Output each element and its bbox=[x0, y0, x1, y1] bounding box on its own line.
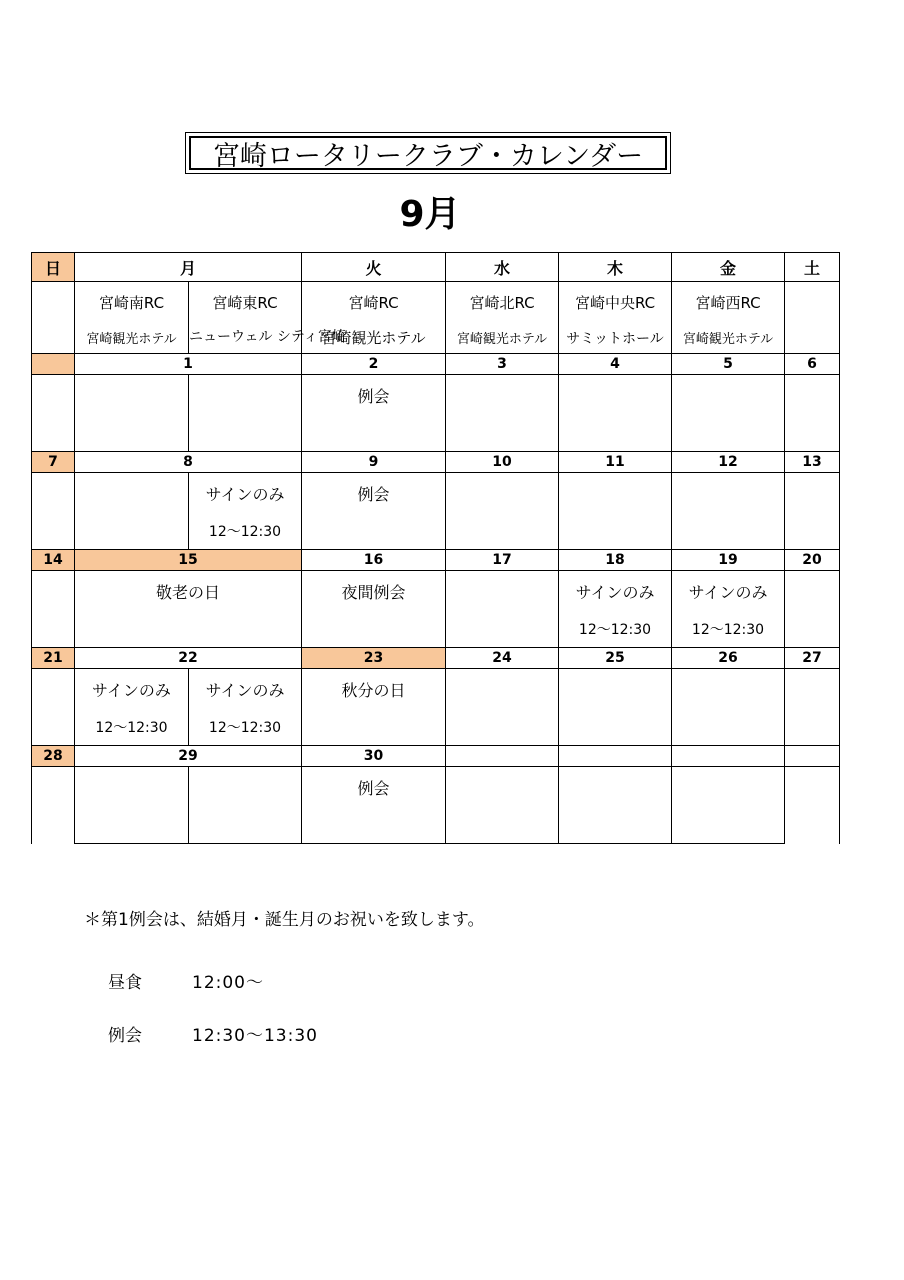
club-name: 宮崎北RC bbox=[446, 282, 559, 323]
calendar-table bbox=[31, 252, 840, 844]
event-time-cell bbox=[75, 807, 189, 844]
date-row bbox=[32, 648, 840, 669]
date-cell: 22 bbox=[75, 648, 302, 669]
event-cell bbox=[559, 669, 672, 710]
club-name-row bbox=[32, 282, 840, 323]
date-cell bbox=[785, 746, 840, 767]
event-time-cell bbox=[559, 709, 672, 746]
weekday-sat: 土 bbox=[785, 253, 840, 282]
event-cell: サインのみ bbox=[75, 669, 189, 710]
date-cell: 19 bbox=[672, 550, 785, 571]
club-venue: ニューウェル シティ宮崎 bbox=[189, 322, 302, 354]
club-venue-row bbox=[32, 322, 840, 354]
event-cell bbox=[32, 473, 75, 550]
event-time-cell bbox=[446, 709, 559, 746]
club-name: 宮崎RC bbox=[302, 282, 446, 323]
event-time-cell bbox=[75, 611, 302, 648]
event-cell: 敬老の日 bbox=[75, 571, 302, 612]
event-cell bbox=[32, 767, 75, 844]
event-cell: 夜間例会 bbox=[302, 571, 446, 612]
event-cell bbox=[785, 669, 840, 746]
event-time-row bbox=[32, 807, 840, 844]
event-time-cell bbox=[446, 807, 559, 844]
club-name: 宮崎西RC bbox=[672, 282, 785, 323]
lunch-label: 昼食 bbox=[108, 973, 142, 993]
event-time-row bbox=[32, 513, 840, 550]
club-venue: サミットホール bbox=[559, 322, 672, 354]
weekday-mon: 月 bbox=[75, 253, 302, 282]
date-cell: 26 bbox=[672, 648, 785, 669]
event-time-cell bbox=[189, 807, 302, 844]
event-time-cell bbox=[302, 513, 446, 550]
date-cell: 11 bbox=[559, 452, 672, 473]
event-cell bbox=[32, 669, 75, 746]
event-time-row bbox=[32, 611, 840, 648]
event-time-cell bbox=[302, 611, 446, 648]
event-time-cell bbox=[446, 415, 559, 452]
meeting-label: 例会 bbox=[108, 1026, 142, 1046]
date-cell: 29 bbox=[75, 746, 302, 767]
month-heading: 9月 bbox=[399, 194, 461, 235]
date-cell: 16 bbox=[302, 550, 446, 571]
weekday-sun: 日 bbox=[32, 253, 75, 282]
event-cell bbox=[446, 473, 559, 514]
event-time-cell bbox=[189, 415, 302, 452]
event-time-cell bbox=[302, 807, 446, 844]
date-cell: 10 bbox=[446, 452, 559, 473]
event-cell bbox=[446, 571, 559, 612]
date-cell bbox=[446, 746, 559, 767]
date-cell: 21 bbox=[32, 648, 75, 669]
event-time-cell bbox=[559, 415, 672, 452]
calendar-title: 宮崎ロータリークラブ・カレンダー bbox=[189, 136, 667, 170]
event-cell bbox=[446, 669, 559, 710]
event-time-row bbox=[32, 415, 840, 452]
date-cell: 13 bbox=[785, 452, 840, 473]
event-cell bbox=[672, 375, 785, 416]
date-cell: 18 bbox=[559, 550, 672, 571]
event-cell: 例会 bbox=[302, 767, 446, 808]
event-time-cell: 12～12:30 bbox=[189, 709, 302, 746]
event-time-cell bbox=[75, 513, 189, 550]
event-cell bbox=[446, 767, 559, 808]
date-cell bbox=[559, 746, 672, 767]
date-cell: 1 bbox=[75, 354, 302, 375]
event-cell bbox=[189, 767, 302, 808]
event-cell: サインのみ bbox=[189, 473, 302, 514]
event-time-cell bbox=[559, 807, 672, 844]
event-cell: 秋分の日 bbox=[302, 669, 446, 710]
event-time-cell: 12～12:30 bbox=[672, 611, 785, 648]
event-time-row bbox=[32, 709, 840, 746]
weekday-thu: 木 bbox=[559, 253, 672, 282]
date-cell: 23 bbox=[302, 648, 446, 669]
event-row bbox=[32, 473, 840, 514]
event-cell bbox=[559, 473, 672, 514]
date-cell: 8 bbox=[75, 452, 302, 473]
date-cell: 5 bbox=[672, 354, 785, 375]
date-row bbox=[32, 354, 840, 375]
club-name: 宮崎東RC bbox=[189, 282, 302, 323]
club-name: 宮崎南RC bbox=[75, 282, 189, 323]
event-time-cell bbox=[672, 415, 785, 452]
event-row bbox=[32, 767, 840, 808]
club-name: 宮崎中央RC bbox=[559, 282, 672, 323]
event-cell bbox=[785, 375, 840, 452]
event-cell bbox=[75, 375, 189, 416]
club-venue: 宮崎観光ホテル bbox=[302, 322, 446, 354]
event-cell: サインのみ bbox=[672, 571, 785, 612]
club-empty-sat bbox=[785, 282, 840, 354]
club-venue: 宮崎観光ホテル bbox=[672, 322, 785, 354]
date-cell: 24 bbox=[446, 648, 559, 669]
event-time-cell bbox=[446, 513, 559, 550]
event-row bbox=[32, 375, 840, 416]
weekday-wed: 水 bbox=[446, 253, 559, 282]
lunch-time: 12:00～ bbox=[192, 973, 264, 993]
weekday-header-row bbox=[32, 253, 840, 282]
event-cell bbox=[785, 767, 840, 844]
date-cell bbox=[672, 746, 785, 767]
event-row bbox=[32, 669, 840, 710]
event-cell bbox=[672, 767, 785, 808]
date-cell: 17 bbox=[446, 550, 559, 571]
event-time-cell: 12～12:30 bbox=[559, 611, 672, 648]
event-cell: サインのみ bbox=[559, 571, 672, 612]
club-venue: 宮崎観光ホテル bbox=[75, 322, 189, 354]
event-cell: 例会 bbox=[302, 473, 446, 514]
date-cell: 25 bbox=[559, 648, 672, 669]
event-time-cell bbox=[75, 415, 189, 452]
date-cell: 7 bbox=[32, 452, 75, 473]
date-cell: 4 bbox=[559, 354, 672, 375]
event-cell bbox=[32, 571, 75, 648]
event-time-cell bbox=[302, 709, 446, 746]
event-row bbox=[32, 571, 840, 612]
weekday-fri: 金 bbox=[672, 253, 785, 282]
event-time-cell bbox=[446, 611, 559, 648]
event-cell: サインのみ bbox=[189, 669, 302, 710]
meeting-time: 12:30～13:30 bbox=[192, 1026, 318, 1046]
weekday-tue: 火 bbox=[302, 253, 446, 282]
date-cell: 20 bbox=[785, 550, 840, 571]
club-empty-sun bbox=[32, 282, 75, 354]
event-cell: 例会 bbox=[302, 375, 446, 416]
event-cell bbox=[446, 375, 559, 416]
event-time-cell bbox=[672, 807, 785, 844]
club-venue: 宮崎観光ホテル bbox=[446, 322, 559, 354]
title-box bbox=[185, 132, 671, 174]
event-cell bbox=[189, 375, 302, 416]
date-cell: 6 bbox=[785, 354, 840, 375]
event-cell bbox=[785, 571, 840, 648]
event-cell bbox=[75, 767, 189, 808]
date-row bbox=[32, 452, 840, 473]
date-cell: 15 bbox=[75, 550, 302, 571]
date-cell: 2 bbox=[302, 354, 446, 375]
event-cell bbox=[559, 375, 672, 416]
event-time-cell bbox=[672, 709, 785, 746]
date-cell: 14 bbox=[32, 550, 75, 571]
date-cell: 12 bbox=[672, 452, 785, 473]
event-cell bbox=[559, 767, 672, 808]
event-time-cell bbox=[302, 415, 446, 452]
date-cell: 9 bbox=[302, 452, 446, 473]
date-cell bbox=[32, 354, 75, 375]
event-cell bbox=[785, 473, 840, 550]
event-cell bbox=[672, 669, 785, 710]
footnote: ＊第1例会は、結婚月・誕生月のお祝いを致します。 bbox=[84, 910, 485, 930]
event-time-cell bbox=[559, 513, 672, 550]
event-cell bbox=[75, 473, 189, 514]
event-time-cell: 12～12:30 bbox=[75, 709, 189, 746]
date-row bbox=[32, 746, 840, 767]
event-time-cell bbox=[672, 513, 785, 550]
date-row bbox=[32, 550, 840, 571]
date-cell: 3 bbox=[446, 354, 559, 375]
event-time-cell: 12～12:30 bbox=[189, 513, 302, 550]
event-cell bbox=[672, 473, 785, 514]
event-cell bbox=[32, 375, 75, 452]
date-cell: 28 bbox=[32, 746, 75, 767]
date-cell: 30 bbox=[302, 746, 446, 767]
date-cell: 27 bbox=[785, 648, 840, 669]
